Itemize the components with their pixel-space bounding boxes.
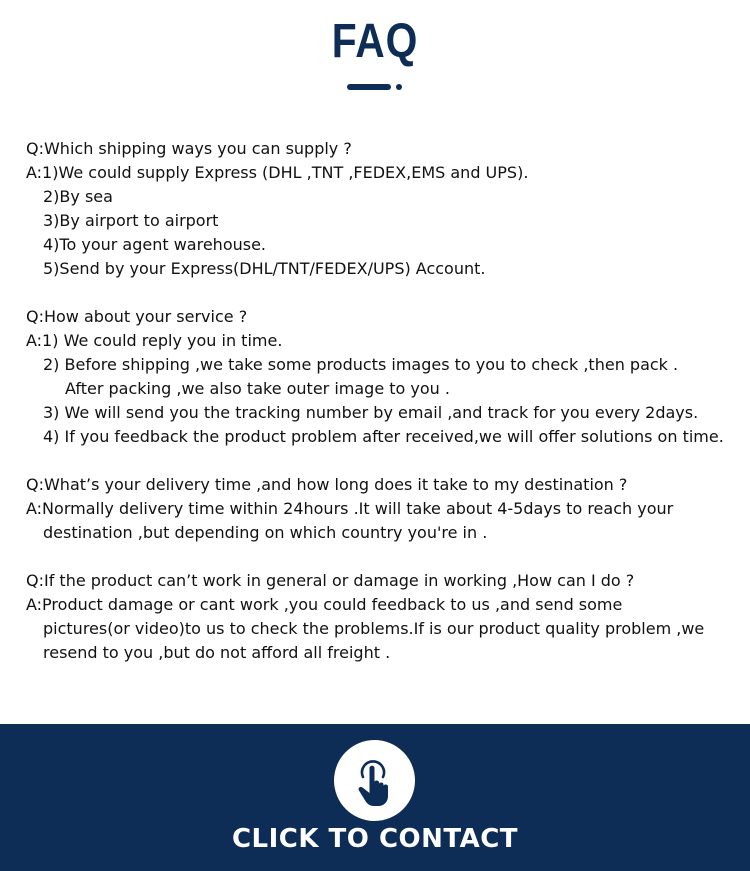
faq-answer-line: 4) If you feedback the product problem after received,we will offer solutions on time.	[43, 427, 724, 446]
pointing-hand-icon	[346, 752, 403, 809]
faq-answer-line: After packing ,we also take outer image to you .	[65, 379, 450, 398]
title-underline-dot	[396, 84, 402, 90]
faq-answer-line: 2) Before shipping ,we take some products images to you to check ,then pack .	[43, 355, 679, 374]
faq-answer-line: pictures(or video)to us to check the problems.If is our product quality problem ,we	[43, 619, 705, 638]
faq-answer-line: 3) We will send you the tracking number by email ,and track for you every 2days.	[43, 403, 699, 422]
faq-answer-line: 4)To your agent warehouse.	[43, 235, 267, 254]
faq-answer: A:Normally delivery time within 24hours .It will take about 4-5days to reach your	[26, 499, 674, 518]
faq-question: Q:How about your service ?	[26, 307, 248, 326]
faq-answer: A:Product damage or cant work ,you could feedback to us ,and send some	[26, 595, 623, 614]
contact-button-circle[interactable]	[334, 740, 415, 821]
faq-item	[26, 137, 741, 281]
faq-answer-line: resend to you ,but do not afford all freight .	[43, 643, 391, 662]
faq-answer-line: 2)By sea	[43, 187, 113, 206]
faq-question: Q:Which shipping ways you can supply ?	[26, 139, 352, 158]
faq-item	[26, 305, 741, 449]
faq-answer-line: 5)Send by your Express(DHL/TNT/FEDEX/UPS) Account.	[43, 259, 486, 278]
faq-question: Q:If the product can’t work in general or damage in working ,How can I do ?	[26, 571, 635, 590]
faq-item	[26, 569, 741, 665]
click-to-contact-label[interactable]: CLICK TO CONTACT	[231, 824, 519, 854]
faq-question: Q:What’s your delivery time ,and how long does it take to my destination ?	[26, 475, 628, 494]
faq-title: FAQ	[331, 15, 419, 68]
faq-answer: A:1) We could reply you in time.	[26, 331, 283, 350]
faq-list	[26, 137, 741, 689]
faq-answer-line: destination ,but depending on which country you're in .	[43, 523, 488, 542]
contact-banner[interactable]	[0, 724, 750, 871]
faq-answer: A:1)We could supply Express (DHL ,TNT ,FEDEX,EMS and UPS).	[26, 163, 529, 182]
title-underline-bar	[347, 84, 391, 90]
faq-answer-line: 3)By airport to airport	[43, 211, 219, 230]
faq-item	[26, 473, 741, 545]
